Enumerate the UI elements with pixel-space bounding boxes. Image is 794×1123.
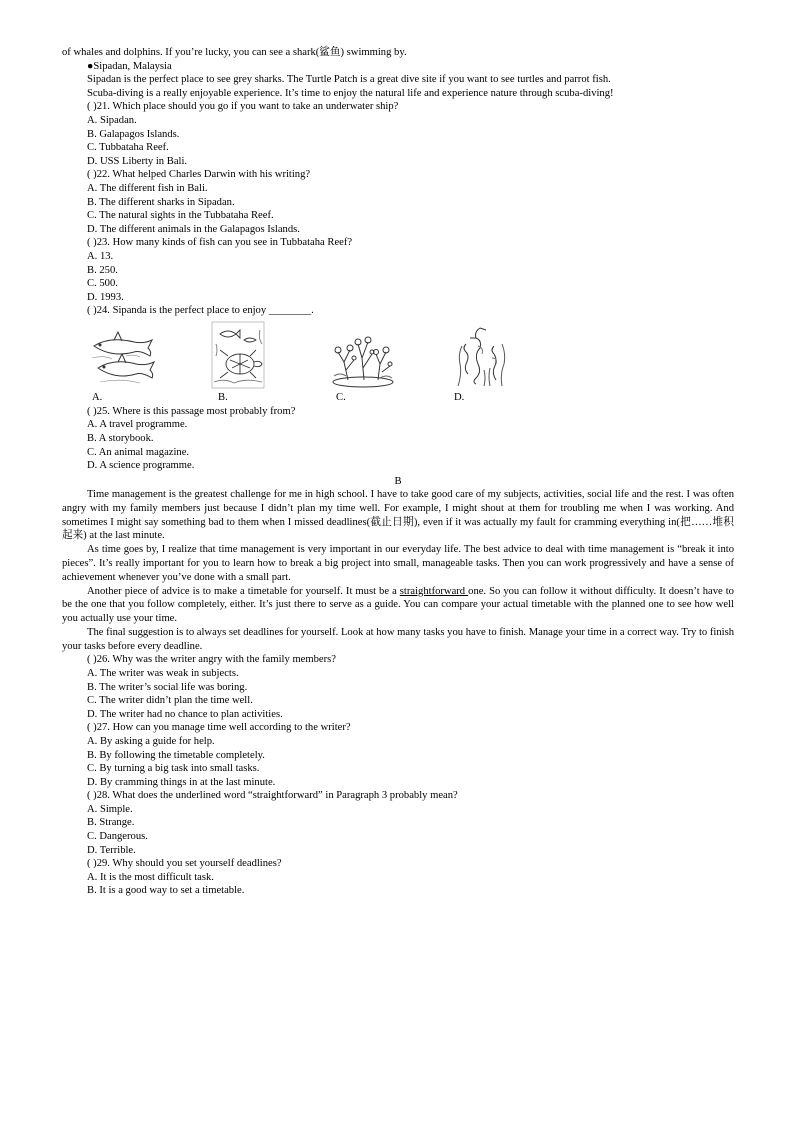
question-text: ( )27. How can you manage time well according to the writer? — [87, 722, 351, 734]
question-text: ( )28. What does the underlined word “straightforward” in Paragraph 3 probably mean? — [87, 790, 458, 802]
option[interactable]: B. Galapagos Islands. — [87, 128, 180, 140]
intro-line: of whales and dolphins. If you’re lucky, you can see a shark(鲨鱼) swimming by. — [62, 47, 407, 58]
option[interactable]: A. A travel programme. — [87, 419, 188, 431]
question-text: ( )22. What helped Charles Darwin with his writing? — [87, 169, 311, 181]
option[interactable]: C. The natural sights in the Tubbataha Reef. — [87, 210, 274, 222]
seahorse-picture[interactable] — [456, 324, 506, 388]
picture-labels — [62, 391, 734, 405]
question-27 — [62, 721, 734, 789]
option[interactable]: B. By following the timetable completely. — [87, 749, 265, 761]
question-21 — [62, 100, 734, 168]
question-25 — [62, 405, 734, 473]
exam-page — [62, 46, 734, 898]
picture-options — [62, 320, 734, 391]
section-heading-b: B — [394, 475, 402, 487]
question-28 — [62, 789, 734, 857]
option[interactable]: B. A storybook. — [87, 433, 154, 445]
passage-b-paragraph-2: As time goes by, I realize that time management is very important in our everyday life. The best advice to deal with time management is “break it into pieces”. It’s really important for you to learn how to break a big project into small, manageable tasks. Then you can work progressively and have a sense of achievement whenever you’ve done with a small part. — [62, 544, 734, 583]
intro-paragraph-1: Sipadan is the perfect place to see grey sharks. The Turtle Patch is a great dive site if you want to see turtles and parrot fish. — [87, 74, 611, 86]
option[interactable]: C. Tubbataha Reef. — [87, 142, 169, 154]
question-text: ( )24. Sipanda is the perfect place to enjoy ________. — [87, 305, 314, 317]
option[interactable]: A. Sipadan. — [87, 114, 137, 126]
option[interactable]: A. The writer was weak in subjects. — [87, 667, 239, 679]
option[interactable]: B. The writer’s social life was boring. — [87, 681, 248, 693]
turtle-picture[interactable] — [210, 320, 266, 390]
option[interactable]: A. By asking a guide for help. — [87, 735, 215, 747]
question-text: ( )26. Why was the writer angry with the family members? — [87, 654, 336, 666]
option[interactable]: D. By cramming things in at the last minute. — [87, 776, 276, 788]
picture-label-a: A. — [92, 391, 103, 403]
question-29 — [62, 857, 734, 898]
option[interactable]: B. Strange. — [87, 817, 135, 829]
option[interactable]: C. The writer didn’t plan the time well. — [87, 695, 253, 707]
underlined-word: straightforward — [399, 585, 469, 597]
option[interactable]: A. The different fish in Bali. — [87, 182, 208, 194]
option[interactable]: B. The different sharks in Sipadan. — [87, 196, 235, 208]
option[interactable]: D. USS Liberty in Bali. — [87, 155, 188, 167]
option[interactable]: D. A science programme. — [87, 460, 195, 472]
picture-label-b: B. — [218, 391, 228, 403]
coral-picture[interactable] — [330, 332, 396, 388]
option[interactable]: C. Dangerous. — [87, 831, 148, 843]
passage-b-paragraph-1: Time management is the greatest challenge for me in high school. I have to take good care of my subjects, activities, social life and the rest. I was often angry with my family members just because I didn’t plan my time well. For example, I might shout at them for troubling me when I was working. And sometimes I might say something bad to them when I missed deadlines(截止日期), even if it was actually my fault for cramming everything in(把……堆积起来) at the last minute. — [62, 489, 734, 542]
paragraph-3-end: one. So you can follow it without difficulty. It doesn’t have to be the one that you follow completely, either. It’s just there to serve as a guide. You can compare your actual timetable with the planned one to see how well you actually use your time. — [62, 585, 734, 624]
picture-label-d: D. — [454, 391, 465, 403]
passage-b-paragraph-3 — [62, 585, 734, 626]
picture-label-c: C. — [336, 391, 346, 403]
option[interactable]: D. The different animals in the Galapagos Islands. — [87, 223, 300, 235]
location-bullet: ●Sipadan, Malaysia — [87, 60, 172, 72]
question-22 — [62, 168, 734, 236]
option[interactable]: A. 13. — [87, 250, 114, 262]
question-26 — [62, 653, 734, 721]
option[interactable]: C. An animal magazine. — [87, 446, 190, 458]
option[interactable]: A. Simple. — [87, 803, 133, 815]
option[interactable]: A. It is the most difficult task. — [87, 871, 214, 883]
option[interactable]: C. By turning a big task into small tasks. — [87, 763, 260, 775]
question-23 — [62, 236, 734, 304]
question-24 — [62, 304, 734, 405]
question-text: ( )21. Which place should you go if you want to take an underwater ship? — [87, 101, 399, 113]
question-text: ( )25. Where is this passage most probably from? — [87, 405, 296, 417]
sharks-picture[interactable] — [90, 328, 156, 386]
option[interactable]: D. The writer had no chance to plan activities. — [87, 708, 283, 720]
option[interactable]: B. It is a good way to set a timetable. — [87, 885, 245, 897]
intro-paragraph-2: Scuba-diving is a really enjoyable experience. It’s time to enjoy the natural life and experience nature through scuba-diving! — [87, 87, 614, 99]
option[interactable]: D. 1993. — [87, 291, 124, 303]
question-text: ( )23. How many kinds of fish can you see in Tubbataha Reef? — [87, 237, 353, 249]
paragraph-3-start: Another piece of advice is to make a timetable for yourself. It must be a — [87, 585, 400, 597]
passage-b-paragraph-4: The final suggestion is to always set deadlines for yourself. Look at how many tasks you have to finish. Manage your time in a correct way. Try to finish your tasks before every deadline. — [62, 627, 734, 652]
option[interactable]: C. 500. — [87, 278, 118, 290]
option[interactable]: B. 250. — [87, 264, 118, 276]
option[interactable]: D. Terrible. — [87, 844, 136, 856]
question-text: ( )29. Why should you set yourself deadlines? — [87, 858, 282, 870]
